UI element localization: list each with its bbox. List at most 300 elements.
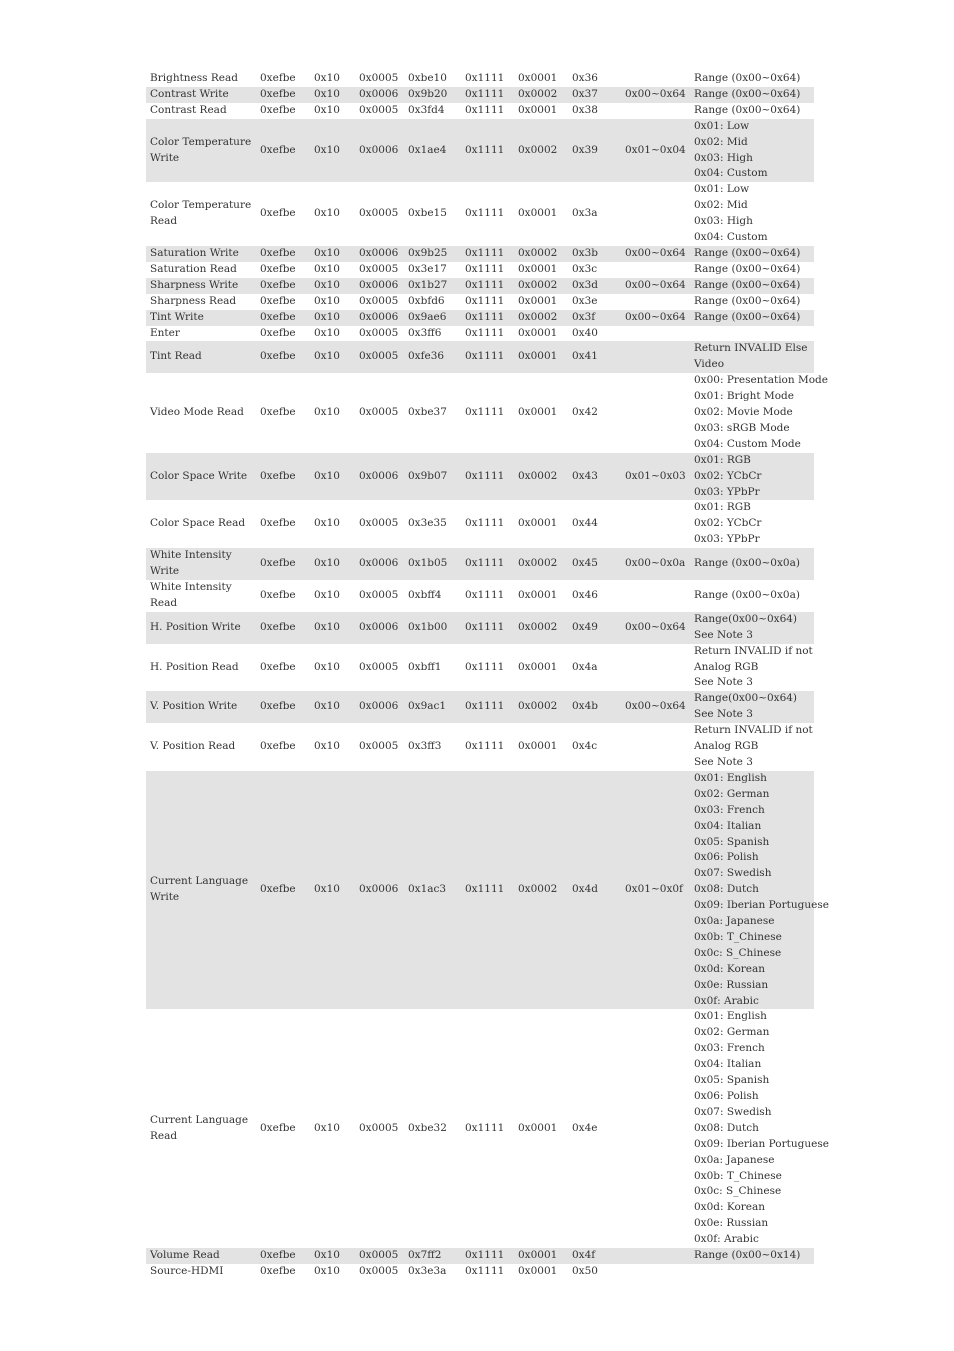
value-length-cell: 0x0001 [518, 294, 558, 307]
description-line: 0x0d: Korean [694, 1201, 766, 1214]
command-code-cell: 0x4f [568, 1248, 621, 1264]
description-line: Range (0x00~0x0a) [694, 557, 800, 570]
description-line: 0x0c: S_Chinese [694, 946, 782, 959]
command-name-cell: Saturation Read [150, 262, 237, 275]
description-line: 0x0e: Russian [694, 978, 769, 991]
description-line: 0x03: French [694, 803, 765, 816]
description-line: 0x03: High [694, 151, 753, 164]
type-code-cell: 0x1111 [461, 278, 514, 294]
table-row [146, 278, 814, 294]
description-line: 0x0a: Japanese [694, 915, 775, 928]
parameter-range-cell [621, 262, 690, 278]
description-line: See Note 3 [694, 676, 753, 689]
table-row [146, 691, 814, 723]
parameter-range-cell [621, 500, 690, 548]
type-code-cell: 0x1111 [465, 1121, 505, 1134]
description-cell [690, 1248, 814, 1264]
parameter-range-cell: 0x01~0x03 [621, 453, 690, 501]
command-code-cell: 0x36 [572, 72, 598, 84]
length-code-cell: 0x0005 [359, 1121, 399, 1134]
length-code-cell: 0x0006 [355, 119, 404, 183]
description-cell [690, 580, 814, 612]
description-line: 0x0b: T_Chinese [694, 1169, 782, 1182]
table-row [146, 644, 814, 692]
parameter-range-cell: 0x01~0x0f [621, 771, 690, 1010]
description-line: 0x01: Bright Mode [694, 390, 794, 403]
size-code-cell: 0x10 [314, 588, 340, 601]
description-line: 0x03: sRGB Mode [694, 421, 790, 434]
command-name-cell: Color Space Read [150, 517, 246, 530]
command-name-cell: H. Position Read [150, 660, 239, 673]
description-line: Range(0x00~0x64) [694, 612, 798, 625]
header-code-cell: 0xefbe [260, 326, 296, 339]
crc-code-cell: 0xbe10 [408, 72, 447, 84]
crc-code-cell: 0x9b20 [404, 87, 461, 103]
crc-code-cell: 0x1ae4 [404, 119, 461, 183]
description-line: 0x09: Iberian Portuguese [694, 899, 829, 912]
value-length-cell: 0x0001 [518, 740, 558, 753]
description-line: 0x0f: Arabic [694, 1233, 759, 1246]
description-cell [690, 453, 814, 501]
parameter-range-cell: 0x00~0x64 [621, 691, 690, 723]
type-code-cell: 0x1111 [461, 1248, 514, 1264]
description-cell [690, 548, 814, 580]
type-code-cell: 0x1111 [461, 771, 514, 1010]
description-line: 0x04: Custom [694, 231, 768, 244]
description-line: 0x09: Iberian Portuguese [694, 1137, 829, 1150]
table-row [146, 1264, 814, 1280]
value-length-cell: 0x0002 [514, 612, 568, 644]
header-code-cell: 0xefbe [256, 119, 310, 183]
size-code-cell: 0x10 [310, 119, 355, 183]
value-length-cell: 0x0002 [514, 310, 568, 326]
size-code-cell: 0x10 [314, 262, 340, 275]
description-line: 0x01: Low [694, 183, 750, 196]
description-line: 0x07: Swedish [694, 1105, 772, 1118]
crc-code-cell: 0x1ac3 [404, 771, 461, 1010]
size-code-cell: 0x10 [314, 1264, 340, 1277]
parameter-range-cell [621, 1264, 690, 1280]
crc-code-cell: 0x3ff3 [408, 740, 442, 753]
description-cell [690, 723, 814, 771]
command-code-cell: 0x49 [568, 612, 621, 644]
header-code-cell: 0xefbe [260, 588, 296, 601]
size-code-cell: 0x10 [310, 310, 355, 326]
description-line: 0x04: Custom Mode [694, 437, 801, 450]
description-cell [690, 644, 814, 692]
table-row [146, 548, 814, 580]
parameter-range-cell [621, 103, 690, 119]
description-line: Range (0x00~0x64) [694, 72, 801, 84]
value-length-cell: 0x0001 [518, 1121, 558, 1134]
description-cell [690, 294, 814, 310]
header-code-cell: 0xefbe [260, 517, 296, 530]
header-code-cell: 0xefbe [260, 1121, 296, 1134]
description-line: Range (0x00~0x64) [694, 87, 801, 100]
length-code-cell: 0x0006 [355, 310, 404, 326]
command-name-cell: Contrast Write [146, 87, 256, 103]
size-code-cell: 0x10 [310, 87, 355, 103]
command-code-cell: 0x42 [572, 406, 598, 419]
header-code-cell: 0xefbe [256, 548, 310, 580]
command-code-cell: 0x41 [568, 341, 621, 373]
table-row [146, 103, 814, 119]
table-row [146, 1248, 814, 1264]
length-code-cell: 0x0005 [359, 517, 399, 530]
description-line: 0x06: Polish [694, 851, 759, 864]
description-line: 0x02: Mid [694, 199, 748, 212]
table-row [146, 771, 814, 1010]
length-code-cell: 0x0005 [359, 294, 399, 307]
parameter-range-cell [621, 644, 690, 692]
description-line: Range (0x00~0x64) [694, 246, 801, 259]
header-code-cell: 0xefbe [256, 87, 310, 103]
crc-code-cell: 0x3ff6 [408, 326, 442, 339]
header-code-cell: 0xefbe [256, 1248, 310, 1264]
command-name-cell: Saturation Write [146, 246, 256, 262]
crc-code-cell: 0x1b27 [404, 278, 461, 294]
crc-code-cell: 0x3e17 [408, 262, 447, 275]
value-length-cell: 0x0001 [518, 262, 558, 275]
description-line: Return INVALID if not [694, 724, 813, 737]
command-name-cell: White Intensity Write [146, 548, 256, 580]
description-line: 0x05: Spanish [694, 1074, 770, 1087]
header-code-cell: 0xefbe [260, 294, 296, 307]
header-code-cell: 0xefbe [256, 341, 310, 373]
command-code-cell: 0x4c [572, 740, 598, 753]
header-code-cell: 0xefbe [256, 278, 310, 294]
value-length-cell: 0x0002 [514, 246, 568, 262]
description-line: 0x01: English [694, 1010, 767, 1023]
table-row [146, 71, 814, 87]
description-cell [690, 373, 828, 453]
table-row [146, 500, 814, 548]
header-code-cell: 0xefbe [260, 1264, 296, 1277]
length-code-cell: 0x0005 [355, 341, 404, 373]
crc-code-cell: 0x7ff2 [404, 1248, 461, 1264]
parameter-range-cell [621, 1248, 690, 1264]
value-length-cell: 0x0001 [514, 341, 568, 373]
description-cell [690, 87, 814, 103]
parameter-range-cell: 0x00~0x64 [621, 87, 690, 103]
description-line: 0x03: French [694, 1042, 765, 1055]
size-code-cell: 0x10 [314, 326, 340, 339]
value-length-cell: 0x0001 [518, 406, 558, 419]
length-code-cell: 0x0005 [355, 1248, 404, 1264]
description-cell [690, 1009, 829, 1248]
command-table [146, 71, 829, 1280]
value-length-cell: 0x0001 [514, 1248, 568, 1264]
description-line: 0x06: Polish [694, 1090, 759, 1102]
length-code-cell: 0x0005 [359, 660, 399, 673]
description-line: 0x04: Italian [694, 819, 762, 832]
command-name-cell: Contrast Read [150, 103, 227, 116]
command-code-cell: 0x3c [572, 262, 598, 275]
command-name-cell: Video Mode Read [150, 406, 244, 419]
type-code-cell: 0x1111 [465, 740, 505, 753]
description-line: See Note 3 [694, 628, 753, 641]
parameter-range-cell [621, 341, 690, 373]
size-code-cell: 0x10 [310, 246, 355, 262]
command-name-cell: Sharpness Write [146, 278, 256, 294]
length-code-cell: 0x0005 [359, 1264, 399, 1277]
header-code-cell: 0xefbe [260, 660, 296, 673]
description-line: Range (0x00~0x64) [694, 294, 801, 307]
table-row [146, 262, 814, 278]
description-line: Analog RGB [694, 740, 759, 753]
description-line: 0x01: RGB [694, 453, 751, 466]
type-code-cell: 0x1111 [465, 262, 505, 275]
description-cell [690, 500, 814, 548]
table-row [146, 580, 814, 612]
length-code-cell: 0x0006 [355, 548, 404, 580]
length-code-cell: 0x0005 [359, 207, 399, 220]
description-cell [690, 341, 814, 373]
header-code-cell: 0xefbe [260, 207, 296, 220]
command-name-cell: Tint Write [146, 310, 256, 326]
description-line: 0x01: English [694, 771, 767, 784]
description-line: Range (0x00~0x0a) [694, 588, 800, 601]
parameter-range-cell [621, 1009, 690, 1248]
value-length-cell: 0x0001 [518, 660, 558, 673]
table-row [146, 326, 814, 342]
length-code-cell: 0x0005 [359, 262, 399, 275]
command-code-cell: 0x4a [572, 660, 598, 673]
crc-code-cell: 0x9ac1 [404, 691, 461, 723]
description-cell [690, 71, 814, 87]
length-code-cell: 0x0005 [359, 588, 399, 601]
type-code-cell: 0x1111 [465, 1264, 505, 1277]
header-code-cell: 0xefbe [260, 103, 296, 116]
description-line: 0x02: YCbCr [694, 517, 762, 530]
type-code-cell: 0x1111 [461, 548, 514, 580]
description-line: 0x0a: Japanese [694, 1153, 775, 1166]
crc-code-cell: 0x1b05 [404, 548, 461, 580]
command-name-cell: Color Space Write [146, 453, 256, 501]
description-cell [690, 612, 814, 644]
header-code-cell: 0xefbe [260, 740, 296, 753]
table-row [146, 341, 814, 373]
size-code-cell: 0x10 [310, 771, 355, 1010]
command-name-cell: Current Language Read [150, 1113, 249, 1142]
description-line: Analog RGB [694, 660, 759, 673]
description-cell [690, 246, 814, 262]
description-line: 0x05: Spanish [694, 835, 770, 848]
length-code-cell: 0x0005 [359, 72, 399, 84]
command-name-cell: Color Temperature Write [146, 119, 256, 183]
description-line: 0x02: Movie Mode [694, 406, 793, 419]
length-code-cell: 0x0005 [359, 406, 399, 419]
parameter-range-cell [621, 71, 690, 87]
type-code-cell: 0x1111 [465, 294, 505, 307]
length-code-cell: 0x0006 [355, 87, 404, 103]
value-length-cell: 0x0001 [518, 517, 558, 530]
description-line: 0x08: Dutch [694, 883, 759, 896]
description-line: 0x0b: T_Chinese [694, 930, 782, 943]
crc-code-cell: 0xbff1 [408, 660, 442, 673]
command-code-cell: 0x4e [572, 1121, 598, 1134]
value-length-cell: 0x0001 [518, 326, 558, 339]
description-line: 0x00: Presentation Mode [694, 374, 828, 387]
type-code-cell: 0x1111 [465, 103, 505, 116]
command-name-cell: Enter [150, 326, 180, 339]
command-code-cell: 0x3d [568, 278, 621, 294]
size-code-cell: 0x10 [314, 660, 340, 673]
type-code-cell: 0x1111 [465, 517, 505, 530]
size-code-cell: 0x10 [314, 740, 340, 753]
size-code-cell: 0x10 [314, 1121, 340, 1134]
command-code-cell: 0x37 [568, 87, 621, 103]
type-code-cell: 0x1111 [465, 406, 505, 419]
length-code-cell: 0x0006 [355, 612, 404, 644]
crc-code-cell: 0xbff4 [408, 588, 442, 601]
command-code-cell: 0x3e [572, 294, 598, 307]
parameter-range-cell: 0x00~0x64 [621, 612, 690, 644]
table-row [146, 119, 814, 183]
length-code-cell: 0x0005 [359, 740, 399, 753]
description-line: Range (0x00~0x64) [694, 310, 801, 323]
size-code-cell: 0x10 [314, 72, 340, 84]
description-line: 0x08: Dutch [694, 1121, 759, 1134]
description-cell [690, 119, 814, 183]
parameter-range-cell [621, 580, 690, 612]
parameter-range-cell: 0x00~0x64 [621, 278, 690, 294]
command-name-cell: V. Position Read [150, 740, 236, 753]
type-code-cell: 0x1111 [461, 612, 514, 644]
length-code-cell: 0x0006 [355, 453, 404, 501]
size-code-cell: 0x10 [310, 341, 355, 373]
command-code-cell: 0x4d [568, 771, 621, 1010]
size-code-cell: 0x10 [314, 294, 340, 307]
crc-code-cell: 0x1b00 [404, 612, 461, 644]
command-code-cell: 0x44 [572, 517, 598, 530]
type-code-cell: 0x1111 [461, 87, 514, 103]
type-code-cell: 0x1111 [461, 341, 514, 373]
type-code-cell: 0x1111 [465, 207, 505, 220]
value-length-cell: 0x0002 [514, 453, 568, 501]
crc-code-cell: 0xbe32 [408, 1121, 447, 1134]
command-name-cell: Color Temperature Read [150, 199, 252, 228]
value-length-cell: 0x0002 [514, 548, 568, 580]
length-code-cell: 0x0006 [355, 246, 404, 262]
length-code-cell: 0x0006 [355, 278, 404, 294]
description-line: 0x03: YPbPr [694, 485, 760, 498]
value-length-cell: 0x0001 [518, 207, 558, 220]
size-code-cell: 0x10 [310, 612, 355, 644]
description-line: Return INVALID if not [694, 644, 813, 657]
header-code-cell: 0xefbe [256, 612, 310, 644]
description-line: Range (0x00~0x64) [694, 262, 801, 275]
size-code-cell: 0x10 [310, 278, 355, 294]
command-name-cell: V. Position Write [146, 691, 256, 723]
description-line: 0x0d: Korean [694, 962, 766, 975]
command-name-cell: Volume Read [146, 1248, 256, 1264]
header-code-cell: 0xefbe [256, 310, 310, 326]
parameter-range-cell: 0x00~0x64 [621, 310, 690, 326]
length-code-cell: 0x0006 [355, 771, 404, 1010]
parameter-range-cell [621, 723, 690, 771]
command-code-cell: 0x46 [572, 588, 598, 601]
table-row [146, 294, 814, 310]
length-code-cell: 0x0005 [359, 326, 399, 339]
description-line: Range (0x00~0x14) [694, 1249, 801, 1262]
command-code-cell: 0x3a [572, 207, 598, 220]
value-length-cell: 0x0002 [514, 771, 568, 1010]
description-line: 0x01: RGB [694, 501, 751, 514]
size-code-cell: 0x10 [314, 517, 340, 530]
description-line: 0x07: Swedish [694, 867, 772, 880]
description-cell [690, 326, 814, 342]
type-code-cell: 0x1111 [465, 72, 505, 84]
header-code-cell: 0xefbe [260, 262, 296, 275]
command-name-cell: Brightness Read [150, 72, 238, 84]
type-code-cell: 0x1111 [461, 453, 514, 501]
value-length-cell: 0x0001 [518, 588, 558, 601]
table-row [146, 373, 814, 453]
crc-code-cell: 0x9b07 [404, 453, 461, 501]
description-line: See Note 3 [694, 708, 753, 721]
parameter-range-cell [621, 326, 690, 342]
value-length-cell: 0x0002 [514, 119, 568, 183]
description-line: 0x02: German [694, 1026, 770, 1039]
header-code-cell: 0xefbe [256, 771, 310, 1010]
crc-code-cell: 0x3e3a [408, 1264, 447, 1277]
type-code-cell: 0x1111 [465, 326, 505, 339]
crc-code-cell: 0x9b25 [404, 246, 461, 262]
value-length-cell: 0x0002 [514, 87, 568, 103]
table-row [146, 453, 814, 501]
size-code-cell: 0x10 [310, 548, 355, 580]
description-line: Range (0x00~0x64) [694, 278, 801, 291]
command-code-cell: 0x3f [568, 310, 621, 326]
table-row [146, 182, 814, 246]
value-length-cell: 0x0001 [518, 1264, 558, 1277]
command-code-cell: 0x50 [572, 1264, 598, 1277]
table-row [146, 310, 814, 326]
description-line: 0x02: YCbCr [694, 469, 762, 482]
command-name-cell: Current Language Write [146, 771, 256, 1010]
table-row [146, 246, 814, 262]
size-code-cell: 0x10 [314, 207, 340, 220]
command-code-cell: 0x40 [572, 326, 598, 339]
parameter-range-cell [621, 182, 690, 246]
type-code-cell: 0x1111 [465, 660, 505, 673]
description-line: 0x03: YPbPr [694, 533, 760, 546]
description-cell [690, 691, 814, 723]
type-code-cell: 0x1111 [461, 246, 514, 262]
header-code-cell: 0xefbe [256, 691, 310, 723]
description-cell [690, 278, 814, 294]
description-line: Return INVALID Else [694, 342, 808, 355]
command-code-cell: 0x3b [568, 246, 621, 262]
crc-code-cell: 0xbe15 [408, 207, 447, 220]
description-line: 0x04: Custom [694, 167, 768, 180]
description-line: 0x01: Low [694, 119, 750, 132]
parameter-range-cell [621, 373, 690, 453]
crc-code-cell: 0x9ae6 [404, 310, 461, 326]
type-code-cell: 0x1111 [461, 310, 514, 326]
command-name-cell: Sharpness Read [150, 294, 237, 307]
size-code-cell: 0x10 [314, 406, 340, 419]
parameter-range-cell: 0x00~0x0a [621, 548, 690, 580]
description-line: Range (0x00~0x64) [694, 103, 801, 116]
command-code-cell: 0x45 [568, 548, 621, 580]
value-length-cell: 0x0001 [518, 103, 558, 116]
crc-code-cell: 0xbe37 [408, 406, 447, 419]
description-cell [690, 103, 814, 119]
description-line: Video [694, 358, 725, 371]
command-name-cell: Tint Read [146, 341, 256, 373]
